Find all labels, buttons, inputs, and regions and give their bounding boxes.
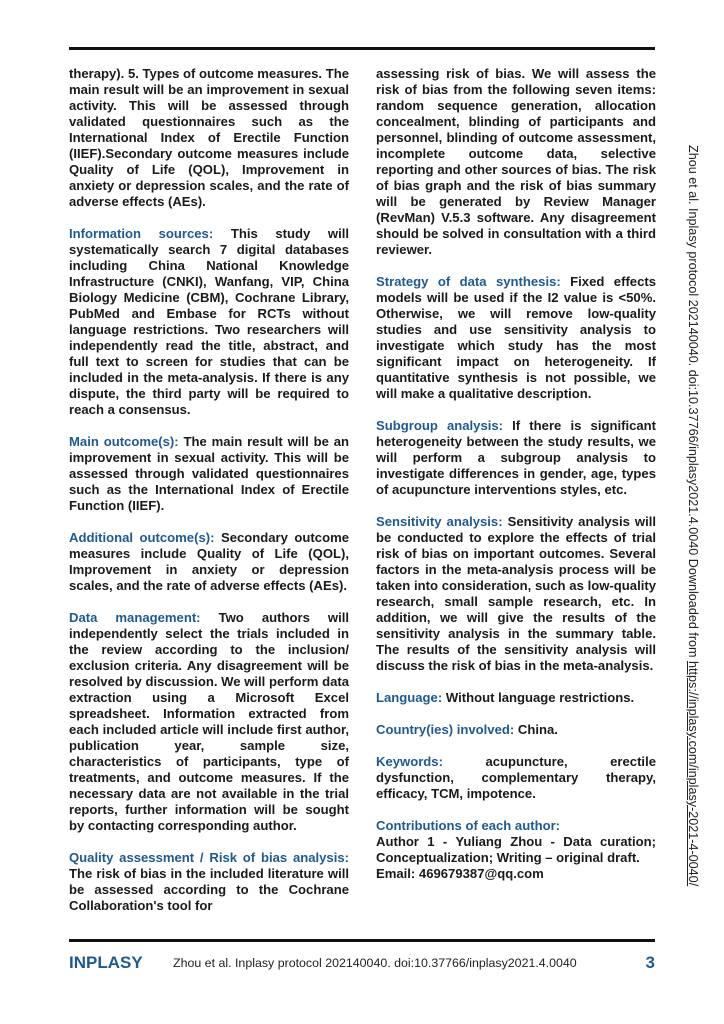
right-intro-paragraph: assessing risk of bias. We will assess the risk of bias from the following seven items: random sequence generation, allocation concealment, blinding of participants and personnel, blinding of outcome assessment, incomplete outcome data, selective reporting and other sources of bias. The risk of bias graph and the risk of bias summary will be generated by Review Manager (RevMan) V.5.3 software. Any disagreement should be solved in consultation with a third reviewer.	[376, 66, 656, 257]
download-link[interactable]: https://inplasy.com/inplasy-2021-4-0040/	[686, 661, 700, 887]
section-body: Secondary outcome measures include Quality of Life (QOL), Improvement in anxiety or depression scales, and the rate of adverse effects (AEs).	[69, 530, 349, 593]
section-heading: Keywords:	[376, 754, 443, 769]
section-heading: Main outcome(s):	[69, 434, 179, 449]
section-main-outcomes	[69, 434, 349, 514]
section-body: If there is significant heterogeneity between the study results, we will perform a subgroup analysis to investigate differences in gender, age, types of acupuncture interventions styles, etc.	[376, 418, 657, 497]
section-subgroup-analysis	[376, 418, 656, 498]
section-keywords	[376, 754, 656, 802]
section-body: acupuncture, erectile dysfunction, complementary therapy, efficacy, TCM, impotence.	[376, 754, 656, 801]
page-number: 3	[645, 953, 655, 972]
section-information-sources	[69, 226, 349, 418]
section-data-management	[69, 610, 349, 834]
section-language	[376, 690, 656, 706]
section-heading: Language:	[376, 690, 443, 705]
section-body: Fixed effects models will be used if the I2 value is <50%. Otherwise, we will remove low-quality studies and use sensitivity analysis to investigate which study has the most significant impact on heterogeneity. If quantitative synthesis is not possible, we will make a qualitative description.	[376, 274, 657, 401]
author-email: Email: 469679387@qq.com	[376, 866, 544, 881]
section-heading: Contributions of each author:	[376, 818, 561, 833]
section-sensitivity-analysis	[376, 514, 656, 674]
right-column	[376, 66, 656, 882]
section-body: The main result will be an improvement in sexual activity. This will be assessed through validated questionnaires such as the International Index of Erectile Function (IIEF).	[69, 434, 350, 513]
left-intro-paragraph: therapy). 5. Types of outcome measures. The main result will be an improvement in sexual activity. This will be assessed through validated questionnaires such as the International Index of Erectile Function (IIEF).Secondary outcome measures include Quality of Life (QOL), Improvement in anxiety or depression scales, and the rate of adverse effects (AEs).	[69, 66, 349, 209]
footer-citation: Zhou et al. Inplasy protocol 202140040. doi:10.37766/inplasy2021.4.0040	[173, 956, 577, 970]
section-heading: Sensitivity analysis:	[376, 514, 503, 529]
section-body: This study will systematically search 7 digital databases including China National Knowledge Infrastructure (CNKI), Wanfang, VIP, China Biology Medicine (CBM), Cochrane Library, PubMed and Embase for RCTs without language restrictions. Two researchers will independently read the title, abstract, and full text to screen for studies that can be included in the meta-analysis. If there is any dispute, the third party will be required to reach a consensus.	[69, 226, 350, 417]
section-body: Without language restrictions.	[445, 690, 635, 705]
section-strategy-data-synthesis	[376, 274, 656, 402]
section-heading: Information sources:	[69, 226, 214, 241]
header-rule	[69, 47, 655, 50]
section-heading: Country(ies) involved:	[376, 722, 515, 737]
section-heading: Subgroup analysis:	[376, 418, 504, 433]
section-body: Sensitivity analysis will be conducted to explore the effects of trial risk of bias on important outcomes. Several factors in the meta-analysis process will be taken into consideration, such as low-quality research, small sample research, etc. In addition, we will give the results of the sensitivity analysis in the summary table. The results of the sensitivity analysis will discuss the risk of bias in the meta-analysis.	[376, 514, 656, 673]
footer-rule	[69, 939, 655, 942]
side-citation-text: Zhou et al. Inplasy protocol 202140040. doi:10.37766/inplasy2021.4.0040 Downloaded from	[686, 145, 700, 658]
section-contributions	[376, 818, 656, 882]
contribution-line: Author 1 - Yuliang Zhou - Data curation; Conceptualization; Writing – original draft.	[376, 834, 656, 865]
section-heading: Data management:	[69, 610, 201, 625]
section-additional-outcomes	[69, 530, 349, 594]
section-countries	[376, 722, 656, 738]
inplasy-logo: INPLASY	[69, 953, 143, 972]
section-heading: Additional outcome(s):	[69, 530, 215, 545]
section-body: Two authors will independently select the trials included in the review according to the inclusion/ exclusion criteria. Any disagreement will be resolved by discussion. We will perform data extraction using a Microsoft Excel spreadsheet. Information extracted from each included article will include first author, publication year, sample size, characteristics of participants, type of treatments, and outcome measures. If the necessary data are not available in the trial reports, further information will be sought by contacting corresponding author.	[69, 610, 349, 833]
section-heading: Strategy of data synthesis:	[376, 274, 561, 289]
section-body: China.	[517, 722, 558, 737]
section-quality-assessment	[69, 850, 349, 914]
section-body: The risk of bias in the included literature will be assessed according to the Cochrane Collaboration's tool for	[69, 866, 349, 913]
side-download-note	[686, 145, 700, 886]
left-column	[69, 66, 349, 914]
section-heading: Quality assessment / Risk of bias analysis:	[69, 850, 349, 865]
page-footer	[69, 953, 655, 977]
